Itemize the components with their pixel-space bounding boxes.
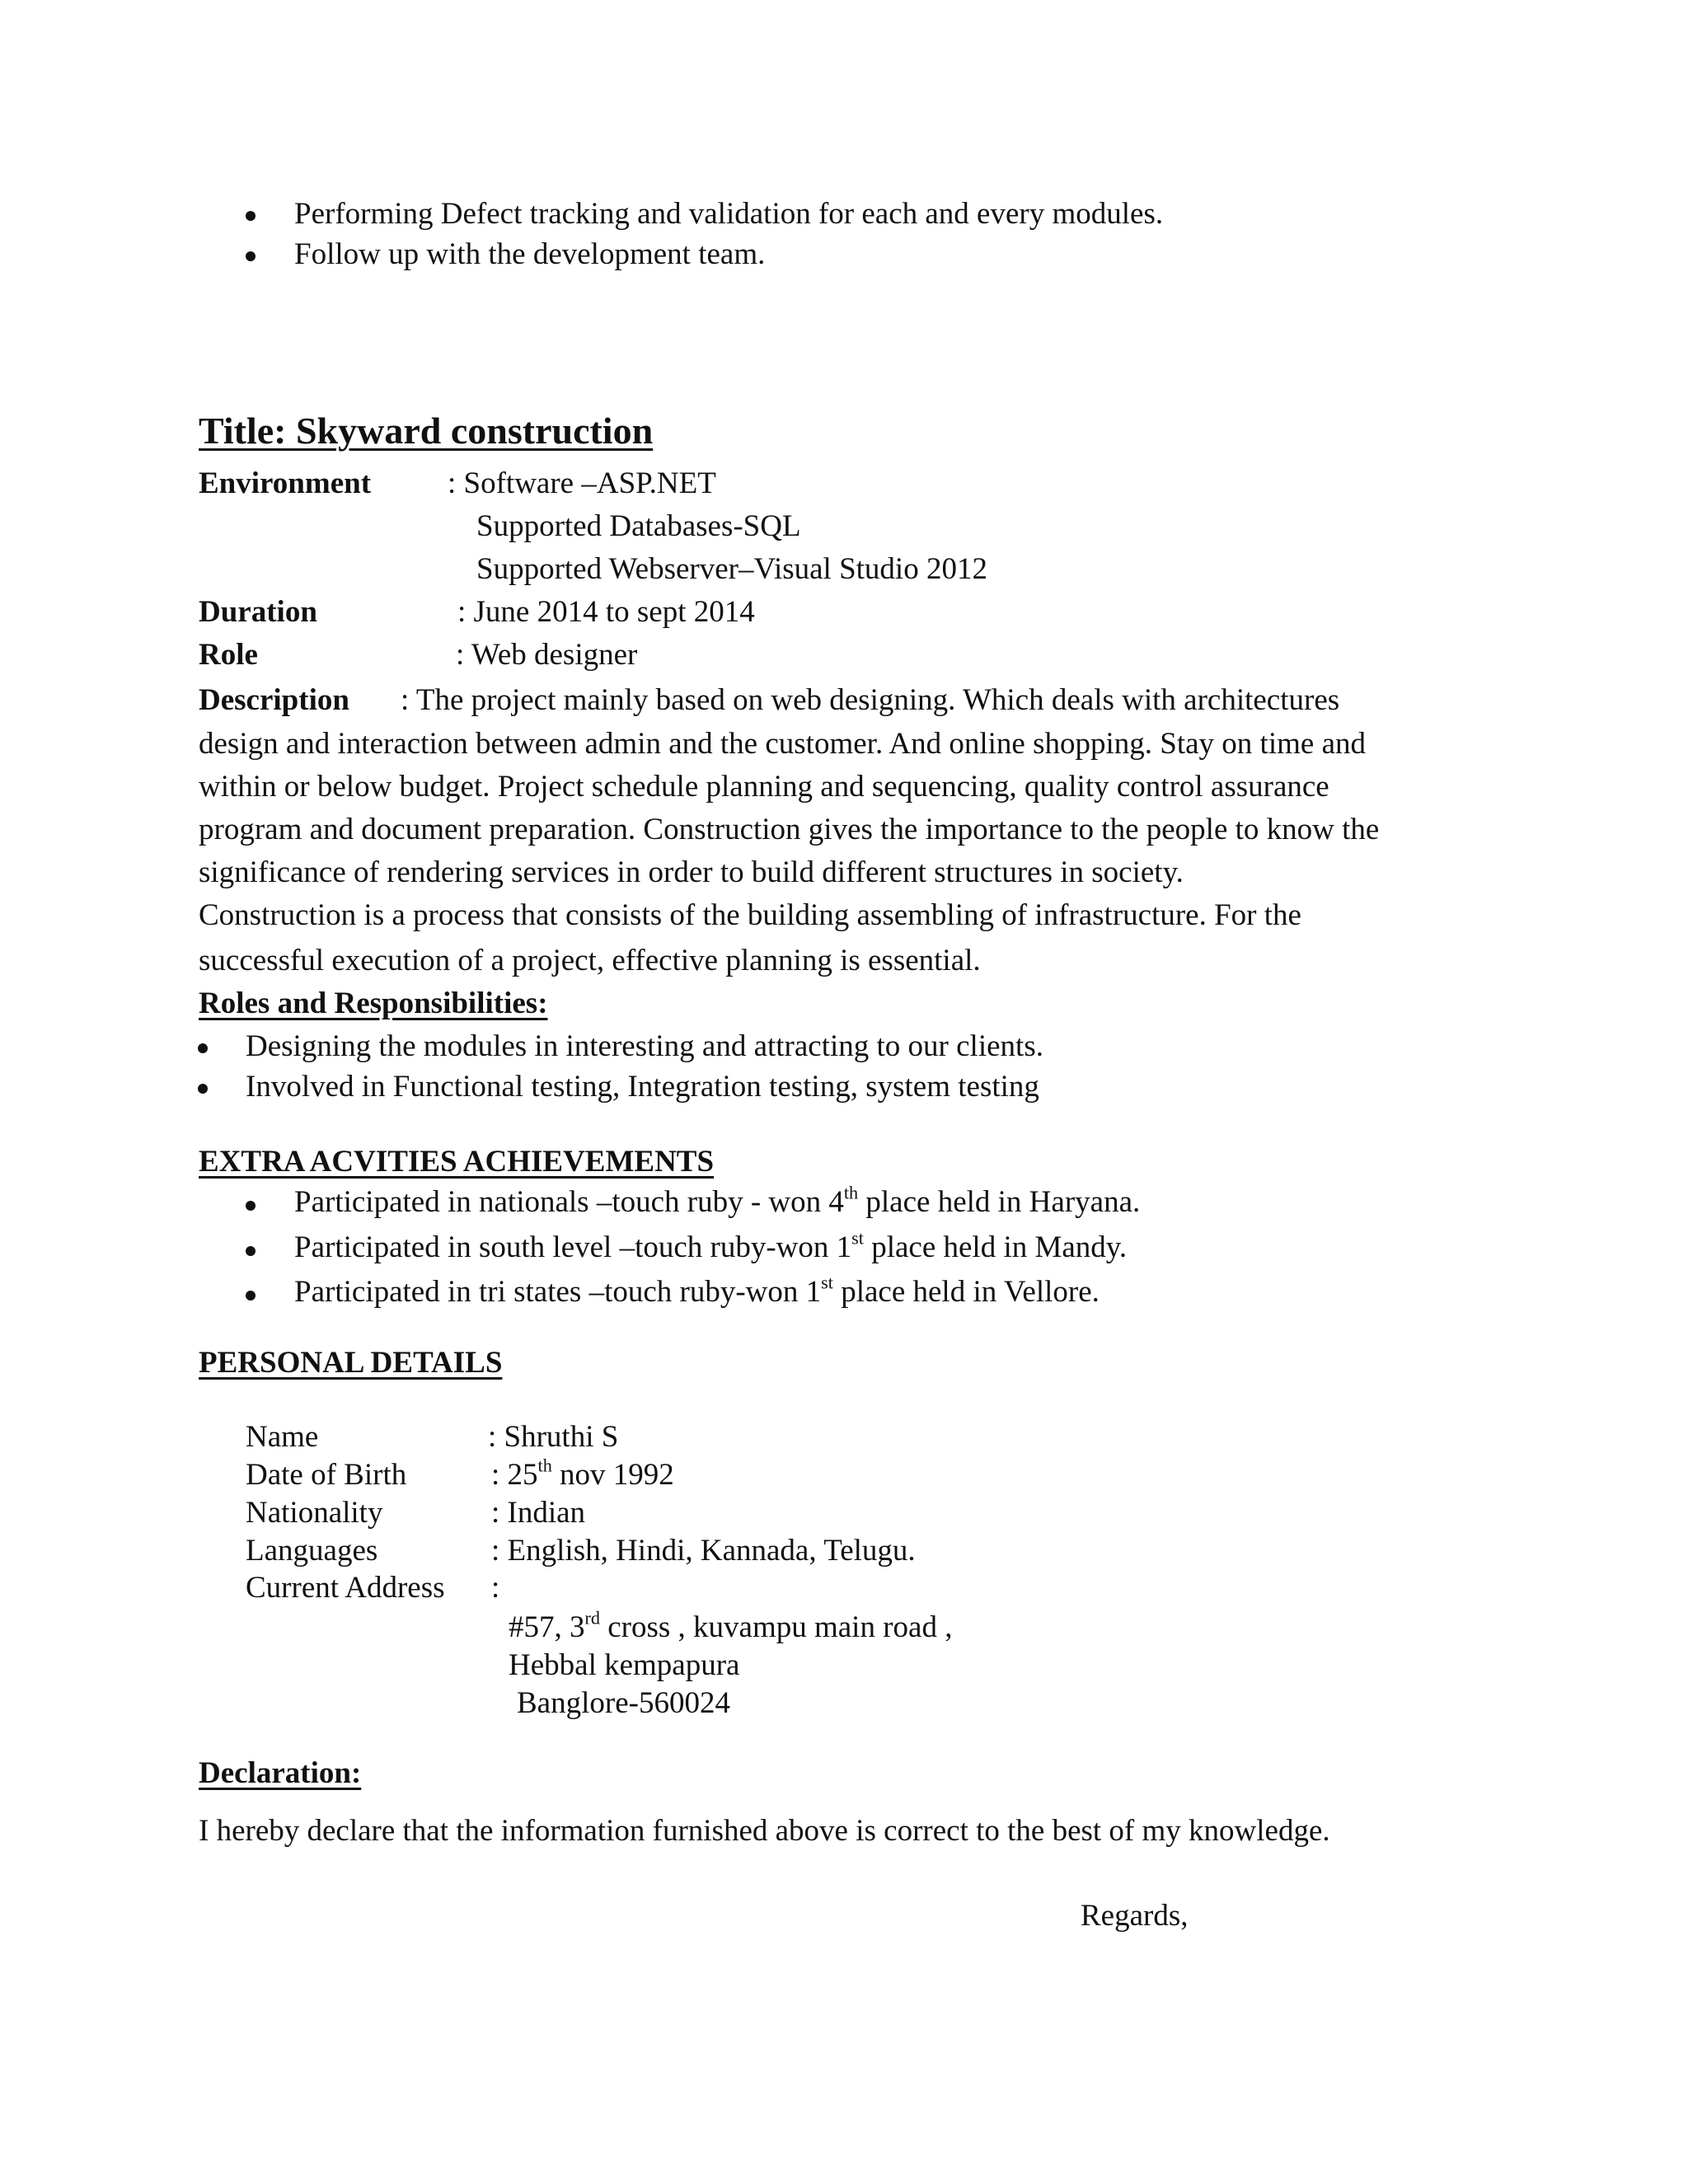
description-line-3: within or below budget. Project schedule planning and sequencing, quality control assurance — [199, 770, 1329, 804]
description-line-4: program and document preparation. Construction gives the importance to the people to know the — [199, 813, 1380, 846]
extra-item-2: Participated in south level –touch ruby-won 1st place held in Mandy. — [294, 1227, 1128, 1264]
nationality-label: Nationality — [246, 1496, 383, 1530]
duration-label: Duration — [199, 595, 317, 629]
roles-heading: Roles and Responsibilities: — [199, 987, 548, 1020]
environment-label: Environment — [199, 466, 372, 500]
address-line-2: Hebbal kempapura — [509, 1648, 740, 1682]
environment-value-1: : Software –ASP.NET — [448, 466, 716, 500]
bullet-icon — [246, 1201, 256, 1211]
environment-value-3: Supported Webserver–Visual Studio 2012 — [476, 552, 987, 586]
bullet-icon — [246, 1291, 256, 1301]
address-line-1: #57, 3rd cross , kuvampu main road , — [509, 1607, 953, 1644]
languages-value: : English, Hindi, Kannada, Telugu. — [491, 1534, 916, 1568]
bullet-icon — [246, 211, 256, 221]
bullet-icon — [246, 1246, 256, 1256]
role-item-2: Involved in Functional testing, Integration testing, system testing — [246, 1070, 1039, 1104]
languages-label: Languages — [246, 1534, 378, 1568]
dob-label: Date of Birth — [246, 1458, 407, 1492]
description-line-1: : The project mainly based on web designing. Which deals with architectures — [401, 683, 1340, 717]
duration-value: : June 2014 to sept 2014 — [457, 595, 755, 629]
project-title: Title: Skyward construction — [199, 410, 654, 452]
name-label: Name — [246, 1420, 319, 1454]
bullet-icon — [198, 1084, 208, 1094]
personal-heading: PERSONAL DETAILS — [199, 1346, 503, 1380]
name-value: : Shruthi S — [488, 1420, 619, 1454]
bullet-icon — [246, 251, 256, 261]
role-label: Role — [199, 638, 258, 672]
declaration-text: I hereby declare that the information furnished above is correct to the best of my knowledge. — [199, 1814, 1330, 1848]
description-label: Description — [199, 683, 349, 717]
nationality-value: : Indian — [491, 1496, 586, 1530]
description-line-6: Construction is a process that consists of the building assembling of infrastructure. For the — [199, 898, 1301, 932]
address-line-3: Banglore-560024 — [517, 1686, 730, 1720]
environment-value-2: Supported Databases-SQL — [476, 509, 801, 543]
extra-heading: EXTRA ACVITIES ACHIEVEMENTS — [199, 1145, 715, 1179]
address-label: Current Address — [246, 1571, 445, 1605]
address-colon: : — [491, 1571, 500, 1605]
role-item-1: Designing the modules in interesting and attracting to our clients. — [246, 1029, 1043, 1063]
description-line-7: successful execution of a project, effective planning is essential. — [199, 944, 981, 977]
top-bullet-2: Follow up with the development team. — [294, 237, 766, 271]
role-value: : Web designer — [456, 638, 638, 672]
description-line-2: design and interaction between admin and the customer. And online shopping. Stay on time and — [199, 727, 1366, 761]
declaration-heading: Declaration: — [199, 1756, 362, 1790]
description-line-5: significance of rendering services in order to build different structures in society. — [199, 855, 1184, 889]
top-bullet-1: Performing Defect tracking and validation for each and every modules. — [294, 197, 1164, 231]
extra-item-3: Participated in tri states –touch ruby-won 1st place held in Vellore. — [294, 1272, 1100, 1309]
bullet-icon — [198, 1043, 208, 1053]
dob-value: : 25th nov 1992 — [491, 1455, 674, 1492]
regards-text: Regards, — [1081, 1899, 1189, 1933]
extra-item-1: Participated in nationals –touch ruby - won 4th place held in Haryana. — [294, 1182, 1141, 1219]
